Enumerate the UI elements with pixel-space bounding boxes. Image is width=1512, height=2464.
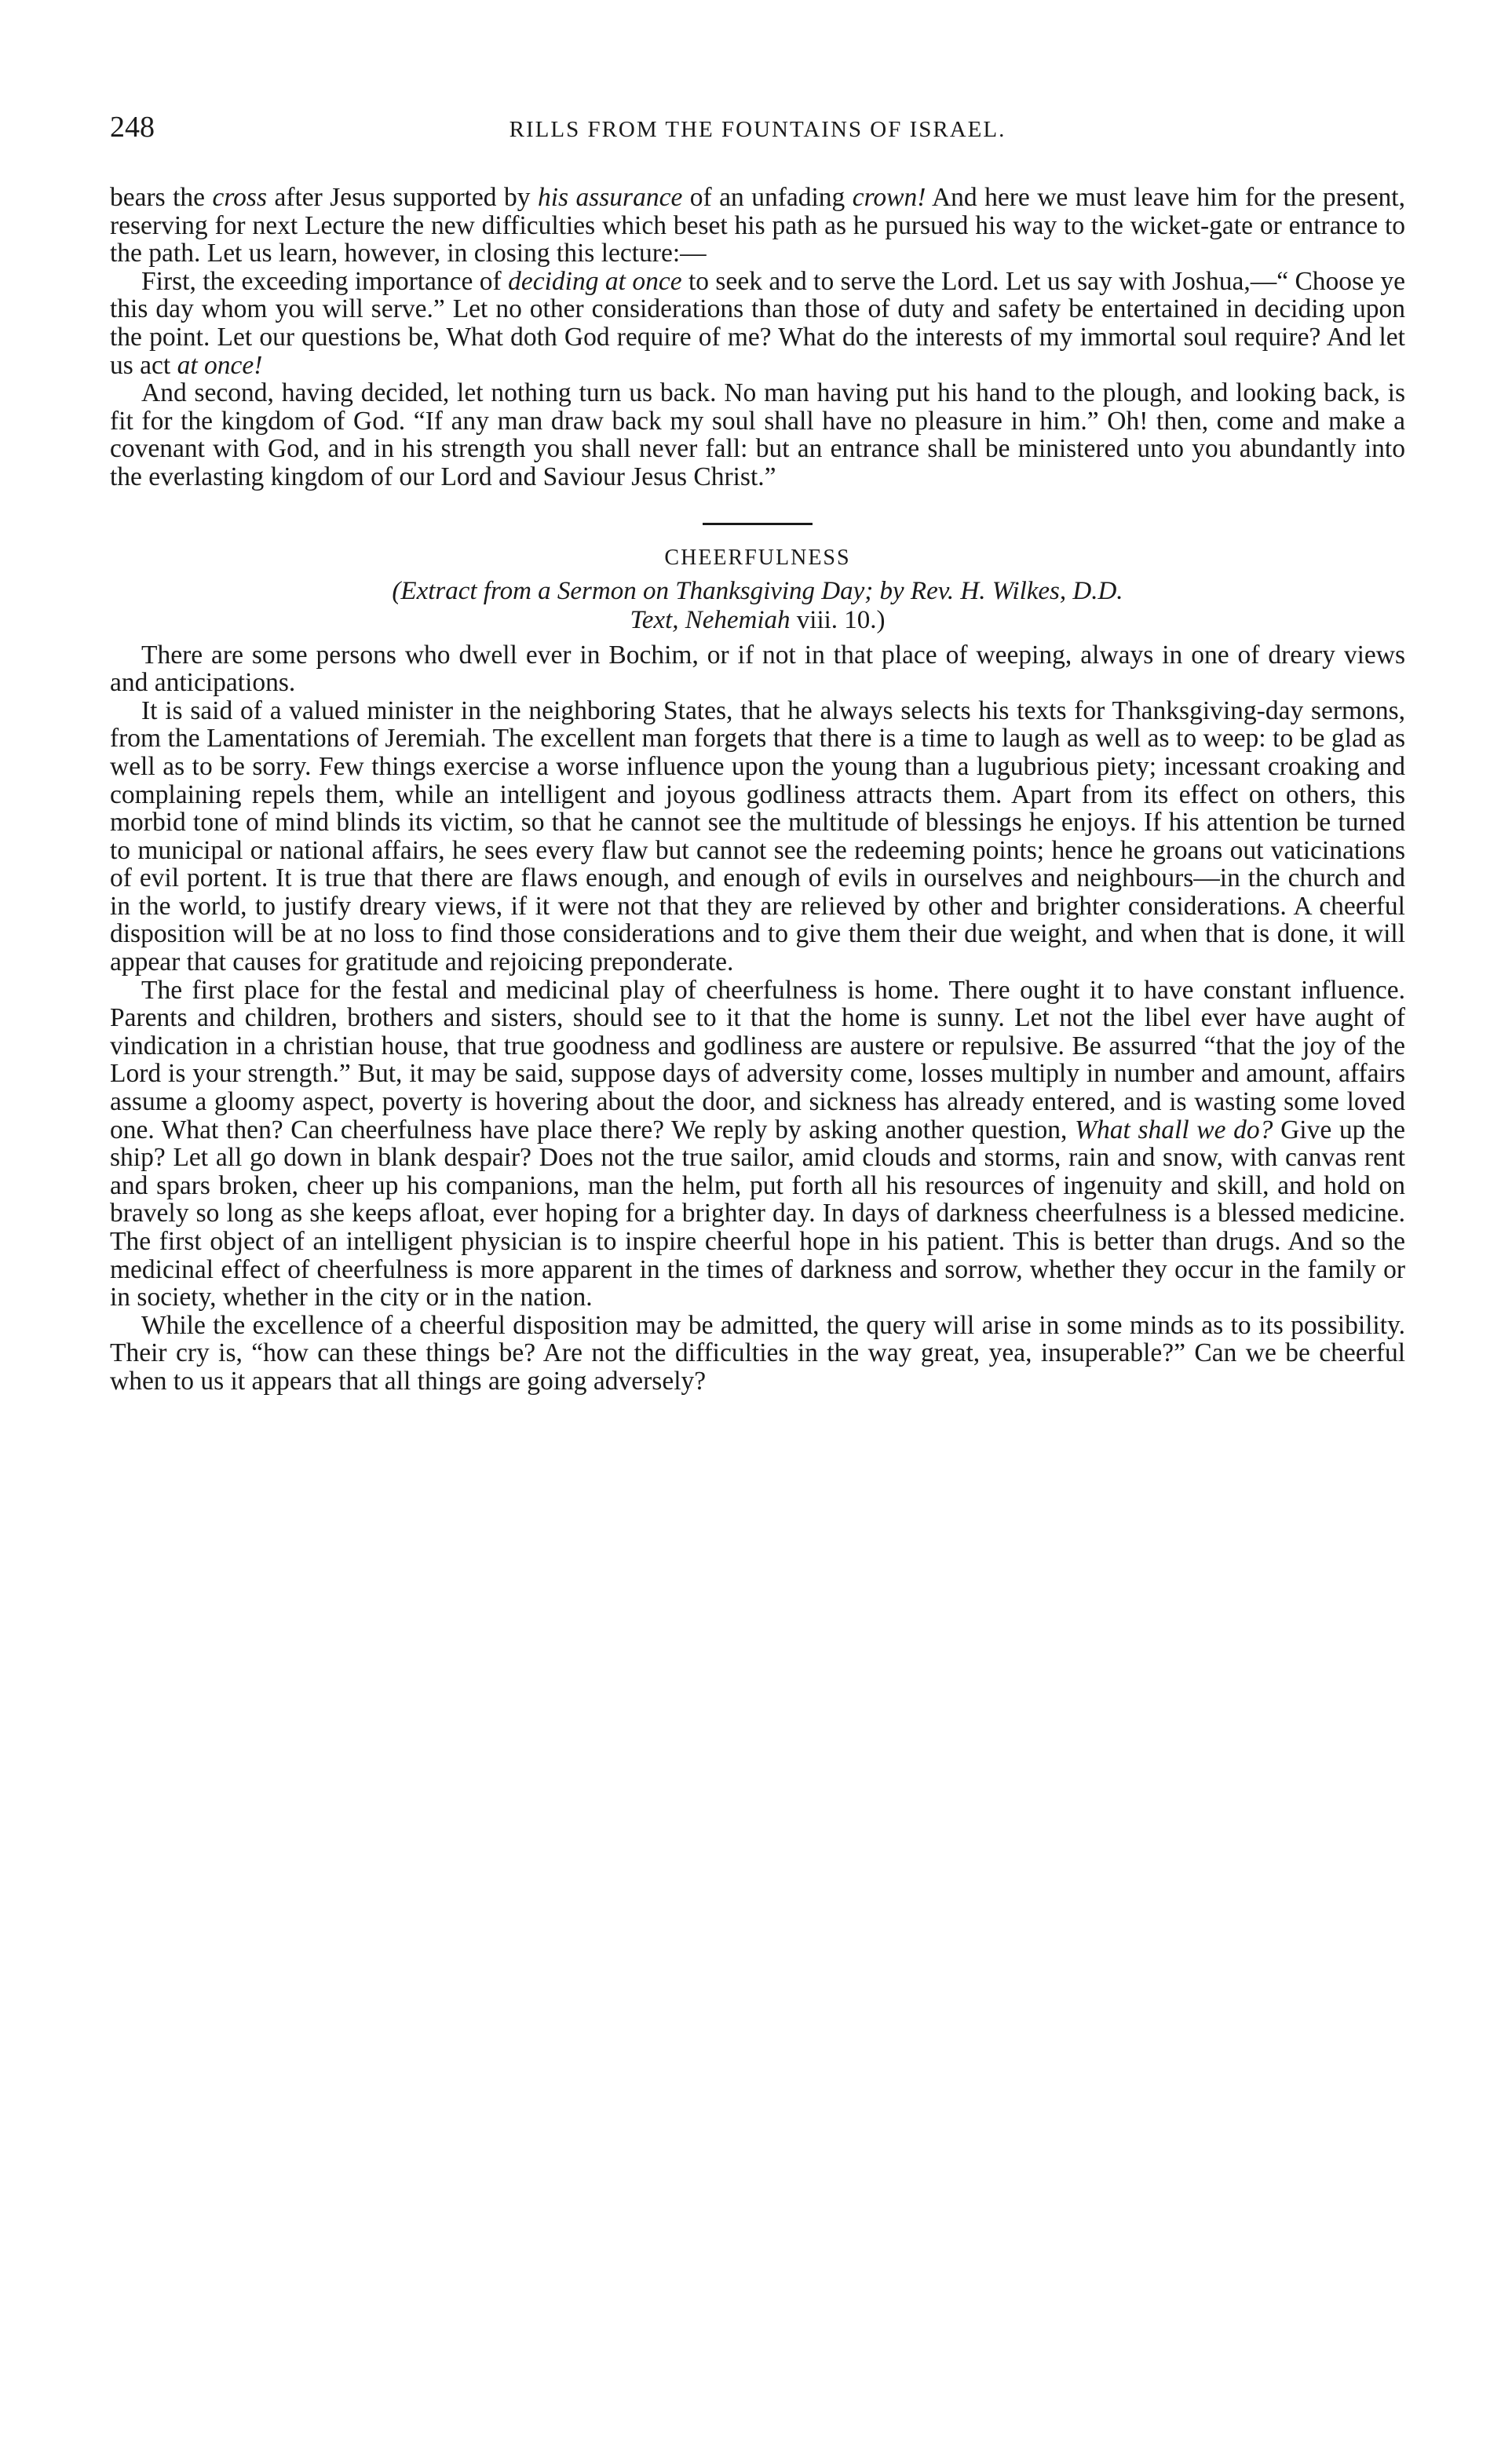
cheerfulness-paragraph-3: The first place for the festal and medicinal play of cheerfulness is home. There ought it to have constant influence. Parents and children, brothers and sisters, should see to it that the home is sunny. Let not the libel ever have aught of vindication in a christian house, that true goodness and godliness are austere or repulsive. Be assurred “that the joy of the Lord is your strength.” But, it may be said, suppose days of adversity come, losses multiply in number and amount, affairs assume a gloomy aspect, poverty is hovering about the door, and sickness has already entered, and is wasting some loved one. What then? Can cheerfulness have place there? We reply by asking another question, What shall we do? Give up the ship? Let all go down in blank despair? Does not the true sailor, amid clouds and storms, rain and snow, with canvas rent and spars broken, cheer up his companions, man the helm, put forth all his resources of ingenuity and skill, and hold on bravely so long as she keeps afloat, ever hoping for a brighter day. In days of darkness cheerfulness is a blessed medicine. The first object of an intelligent physician is to inspire cheerful hope in his patient. This is better than drugs. And so the medicinal effect of cheerfulness is more apparent in the times of darkness and sorrow, whether they occur in the family or in society, whether in the city or in the nation. xyxy=(110,975,1405,1312)
running-head: RILLS FROM THE FOUNTAINS OF ISRAEL. xyxy=(509,117,1006,142)
section-subtitle-line-2: Text, Nehemiah viii. 10.) xyxy=(630,605,886,634)
book-page xyxy=(110,110,1405,1396)
page-header xyxy=(110,110,1405,157)
section-divider xyxy=(703,523,813,525)
cheerfulness-paragraph-4: While the excellence of a cheerful disposition may be admitted, the query will arise in some minds as to its possibility. Their cry is, “how can these things be? Are not the difficulties in the way great, yea, insuperable?” Can we be cheerful when to us it appears that all things are going adversely? xyxy=(110,1310,1405,1396)
section-title: CHEERFULNESS xyxy=(664,545,851,570)
lecture-paragraph-3: And second, having decided, let nothing turn us back. No man having put his hand to the plough, and looking back, is fit for the kingdom of God. “If any man draw back my soul shall have no pleasure in him.” Oh! then, come and make a covenant with God, and in his strength you shall never fall: but an entrance shall be ministered unto you abundantly into the everlasting kingdom of our Lord and Saviour Jesus Christ.” xyxy=(110,378,1405,491)
lecture-paragraph-2: First, the exceeding importance of deciding at once to seek and to serve the Lord. Let us say with Joshua,—“ Choose ye this day whom you will serve.” Let no other considerations than those of duty and safety be entertained in deciding upon the point. Let our questions be, What doth God require of me? What do the interests of my immortal soul require? And let us act at once! xyxy=(110,266,1405,380)
lecture-paragraph-1: bears the cross after Jesus supported by his assurance of an unfading crown! And here we must leave him for the present, reserving for next Lecture the new difficulties which beset his path as he pursued his way to the wicket-gate or entrance to the path. Let us learn, however, in closing this lecture:— xyxy=(110,183,1405,268)
cheerfulness-paragraph-2: It is said of a valued minister in the neighboring States, that he always selects his texts for Thanksgiving-day sermons, from the Lamentations of Jeremiah. The excellent man forgets that there is a time to laugh as well as to weep: to be glad as well as to be sorry. Few things exercise a worse influence upon the young than a lugubrious piety; incessant croaking and complaining repels them, while an intelligent and joyous godliness attracts them. Apart from its effect on others, this morbid tone of mind blinds its victim, so that he cannot see the multitude of blessings he enjoys. If his attention be turned to municipal or national affairs, he sees every flaw but cannot see the redeeming points; hence he groans out vaticinations of evil portent. It is true that there are flaws enough, and enough of evils in ourselves and neighbours—in the church and in the world, to justify dreary views, if it were not that they are relieved by other and brighter considerations. A cheerful disposition will be at no loss to find those considerations and to give them their due weight, and when that is done, it will appear that causes for gratitude and rejoicing preponderate. xyxy=(110,695,1405,977)
page-number: 248 xyxy=(110,111,155,144)
section-subtitle-line-1: (Extract from a Sermon on Thanksgiving Day; by Rev. H. Wilkes, D.D. xyxy=(392,576,1123,605)
cheerfulness-paragraph-1: There are some persons who dwell ever in Bochim, or if not in that place of weeping, always in one of dreary views and anticipations. xyxy=(110,640,1405,698)
